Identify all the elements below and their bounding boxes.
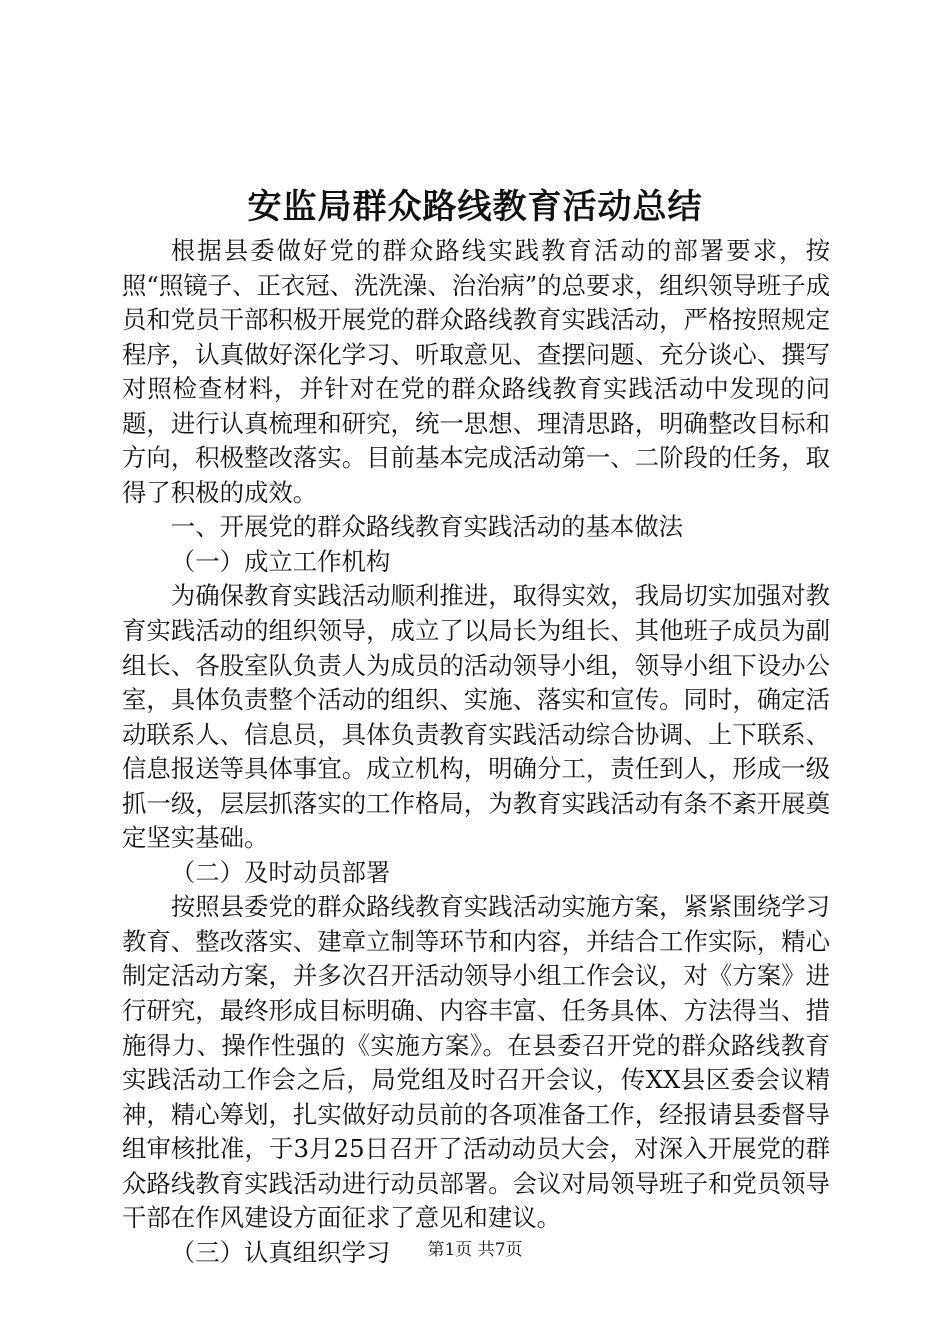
subsection-heading-3: （三）认真组织学习: [170, 1237, 391, 1267]
document-title: 安监局群众路线教育活动总结: [247, 187, 703, 227]
page-footer: 第1页 共7页: [427, 1240, 523, 1260]
section-heading: 一、开展党的群众路线教育实践活动的基本做法: [170, 512, 684, 542]
subsection-heading-2: （二）及时动员部署: [170, 857, 391, 887]
document-body: [122, 234, 830, 1270]
intro-paragraph: 根据县委做好党的群众路线实践教育活动的部署要求，按照“照镜子、正衣冠、洗洗澡、治治病”的总要求，组织领导班子成员和党员干部积极开展党的群众路线教育实践活动，严格按照规定程序，认真做好深化学习、听取意见、查摆问题、充分谈心、撰写对照检查材料，并针对在党的群众路线教育实践活动中发现的问题，进行认真梳理和研究，统一思想、理清思路，明确整改目标和方向，积极整改落实。目前基本完成活动第一、二阶段的任务，取得了积极的成效。: [122, 236, 830, 507]
body-paragraph-2: 按照县委党的群众路线教育实践活动实施方案，紧紧围绕学习教育、整改落实、建章立制等环节和内容，并结合工作实际，精心制定活动方案，并多次召开活动领导小组工作会议，对《方案》进行研究，最终形成目标明确、内容丰富、任务具体、方法得当、措施得力、操作性强的《实施方案》。在县委召开党的群众路线教育实践活动工作会之后，局党组及时召开会议，传XX县区委会议精神，精心筹划，扎实做好动员前的各项准备工作，经报请县委督导组审核批准，于3月25日召开了活动动员大会，对深入开展党的群众路线教育实践活动进行动员部署。会议对局领导班子和党员领导干部在作风建设方面征求了意见和建议。: [122, 892, 830, 1233]
subsection-heading-1: （一）成立工作机构: [170, 546, 391, 576]
body-paragraph-1: 为确保教育实践活动顺利推进，取得实效，我局切实加强对教育实践活动的组织领导，成立了以局长为组长、其他班子成员为副组长、各股室队负责人为成员的活动领导小组，领导小组下设办公室，具体负责整个活动的组织、实施、落实和宣传。同时，确定活动联系人、信息员，具体负责教育实践活动综合协调、上下联系、信息报送等具体事宜。成立机构，明确分工，责任到人，形成一级抓一级，层层抓落实的工作格局，为教育实践活动有条不紊开展奠定坚实基础。: [122, 581, 830, 853]
